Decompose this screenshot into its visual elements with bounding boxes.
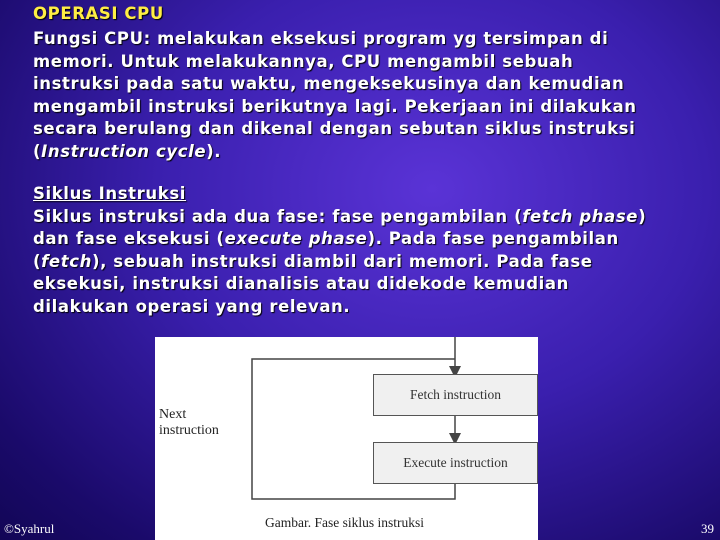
text-segment: ). Pada fase pengambilan (367, 229, 619, 249)
paragraph-line: memori. Untuk melakukannya, CPU mengambil sebuah (33, 51, 574, 71)
paragraph-line (33, 206, 720, 229)
paren-close: ). (206, 141, 222, 161)
paragraph-line: dilakukan operasi yang relevan. (33, 296, 351, 316)
slide-heading: OPERASI CPU (33, 4, 164, 23)
fetch-instruction-box: Fetch instruction (373, 374, 538, 416)
footer-author: ©Syahrul (4, 521, 55, 536)
paragraph-instruction-cycle (33, 183, 720, 319)
text-segment: ( (33, 251, 42, 271)
figure-caption: Gambar. Fase siklus instruksi (265, 515, 424, 530)
paren-open: ( (33, 141, 42, 161)
sub-heading: Siklus Instruksi (33, 184, 187, 203)
loop-label-line: Next (159, 407, 187, 422)
paragraph-line: Fungsi CPU: melakukan eksekusi program yg tersimpan di (33, 29, 609, 48)
page-number: 39 (701, 521, 714, 536)
text-segment: ), sebuah instruksi diambil dari memori. Pada fase (91, 251, 593, 271)
paragraph-line (33, 141, 720, 164)
next-instruction-label (159, 407, 239, 439)
instruction-cycle-figure (155, 337, 538, 540)
term-fetch-phase: fetch phase (522, 206, 639, 226)
loop-label-line: instruction (159, 423, 219, 438)
paragraph-line: instruksi pada satu waktu, mengeksekusinya dan kemudian (33, 74, 625, 94)
text-segment: ) (638, 206, 647, 226)
paragraph-line: secara berulang dan dikenal dengan sebutan siklus instruksi (33, 119, 636, 139)
term-fetch: fetch (41, 251, 92, 271)
paragraph-line: mengambil instruksi berikutnya lagi. Pekerjaan ini dilakukan (33, 96, 637, 116)
text-segment: Siklus instruksi ada dua fase: fase pengambilan ( (33, 206, 523, 226)
execute-instruction-box: Execute instruction (373, 442, 538, 484)
paragraph-line: eksekusi, instruksi dianalisis atau didekode kemudian (33, 274, 569, 294)
paragraph-line (33, 228, 720, 251)
paragraph-cpu-function (33, 28, 720, 164)
term-instruction-cycle: Instruction cycle (41, 141, 207, 161)
term-execute-phase: execute phase (224, 229, 368, 249)
paragraph-line (33, 251, 720, 274)
text-segment: dan fase eksekusi ( (33, 229, 225, 249)
